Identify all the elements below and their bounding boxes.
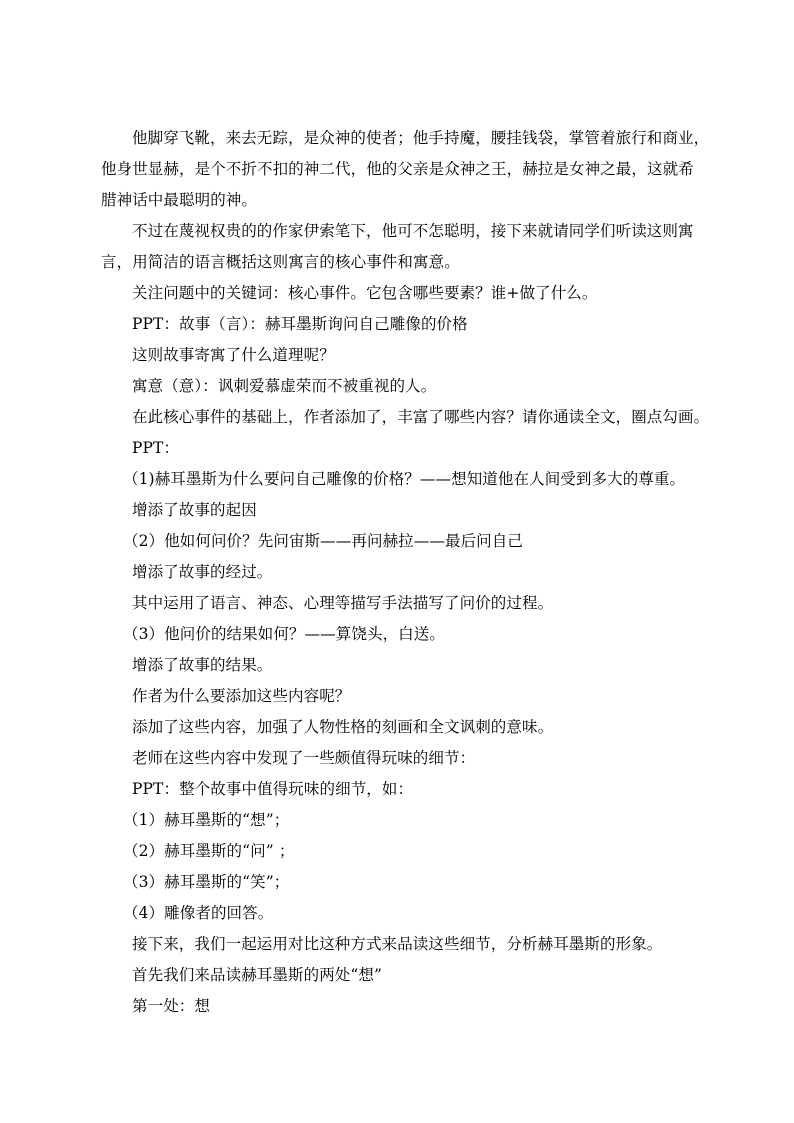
list-item: （2）赫耳墨斯的“问” ； <box>123 842 295 860</box>
list-item: （1）赫耳墨斯的“想”； <box>123 811 290 829</box>
paragraph-line: 关注问题中的关键词：核心事件。它包含哪些要素？谁+做了什么。 <box>132 284 598 302</box>
list-item: （3）赫耳墨斯的“笑”； <box>123 873 290 891</box>
paragraph-line: 不过在蔑视权贵的的作家伊索笔下，他可不怎聪明，接下来就请同学们听读这则寓 <box>132 222 694 240</box>
paragraph-line: 寓意（意）：讽刺爱慕虚荣而不被重视的人。 <box>132 377 437 395</box>
paragraph-line: 其中运用了语言、神态、心理等描写手法描写了问价的过程。 <box>132 594 554 612</box>
list-item: （3）他问价的结果如何？——算饶头，白送。 <box>123 625 445 643</box>
paragraph-line: 他脚穿飞靴，来去无踪，是众神的使者；他手持魔，腰挂钱袋，掌管着旅行和商业， <box>132 129 710 147</box>
paragraph-line: 他身世显赫，是个不折不扣的神二代，他的父亲是众神之王，赫拉是女神之最，这就希 <box>101 160 694 178</box>
list-item: （4）雕像者的回答。 <box>123 904 274 922</box>
list-item: （2）他如何问价？先问宙斯——再问赫拉——最后问自己 <box>123 532 523 550</box>
paragraph-line: 言，用简洁的语言概括这则寓言的核心事件和寓意。 <box>101 253 460 271</box>
paragraph-line: PPT：整个故事中值得玩味的细节，如： <box>132 780 414 798</box>
paragraph-line: 增添了故事的经过。 <box>132 563 273 581</box>
document-body <box>101 123 710 1022</box>
paragraph-line: 首先我们来品读赫耳墨斯的两处“想” <box>132 966 383 984</box>
paragraph-line: 添加了这些内容，加强了人物性格的刻画和全文讽刺的意味。 <box>132 718 554 736</box>
paragraph-line: 接下来，我们一起运用对比这种方式来品读这些细节，分析赫耳墨斯的形象。 <box>132 935 663 953</box>
paragraph-line: PPT： <box>132 439 180 457</box>
paragraph-line: 作者为什么要添加这些内容呢？ <box>132 687 351 705</box>
paragraph-line: 增添了故事的结果。 <box>132 656 273 674</box>
paragraph-line: 老师在这些内容中发现了一些颇值得玩味的细节： <box>132 749 476 767</box>
paragraph-line: 这则故事寄寓了什么道理呢？ <box>132 346 335 364</box>
paragraph-line: 在此核心事件的基础上，作者添加了，丰富了哪些内容？请你通读全文，圈点勾画。 <box>132 408 710 426</box>
paragraph-line: 第一处：想 <box>132 997 211 1015</box>
list-item: （1)赫耳墨斯为什么要问自己雕像的价格？——想知道他在人间受到多大的尊重。 <box>123 470 686 488</box>
paragraph-line: 增添了故事的起因 <box>132 501 257 519</box>
paragraph-line: 腊神话中最聪明的神。 <box>101 191 258 209</box>
paragraph-line: PPT：故事（言）：赫耳墨斯询问自己雕像的价格 <box>132 315 468 333</box>
